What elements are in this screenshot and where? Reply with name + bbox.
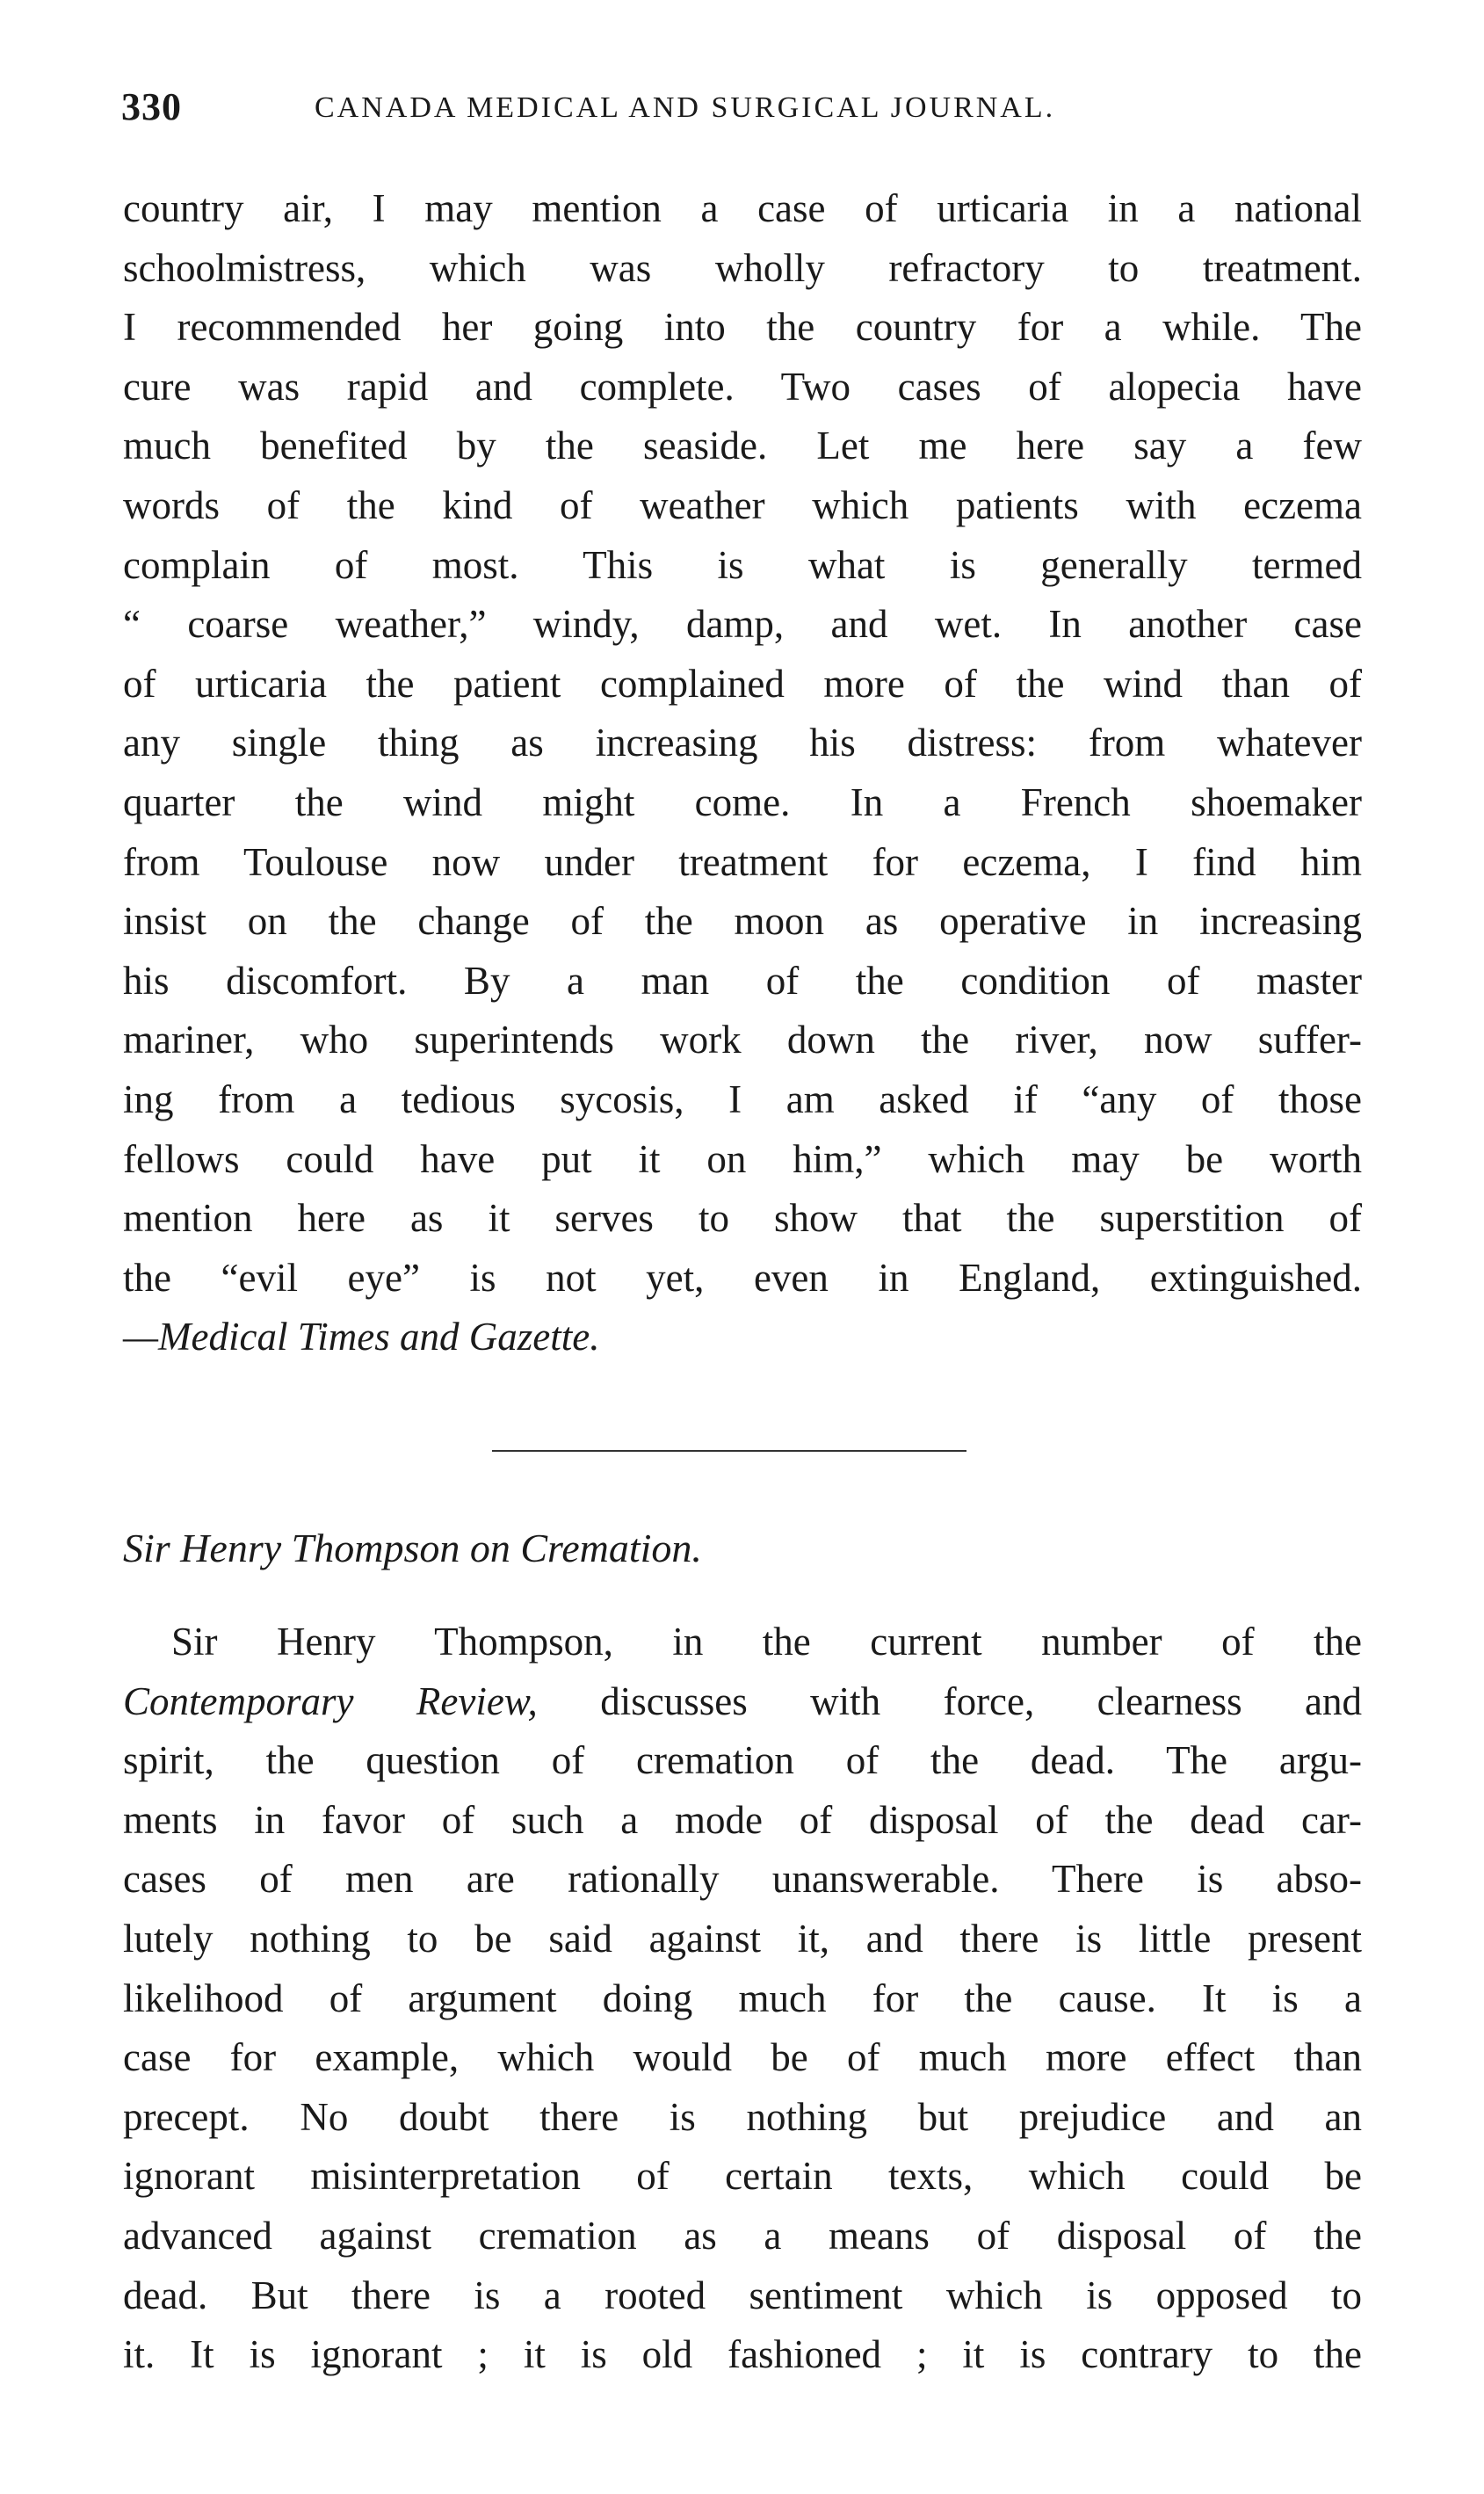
review-title: Contemporary Review, [123,1678,538,1723]
page-number: 330 [121,85,182,128]
text-line: fellows could have put it on him,” which may be worth [123,1136,1362,1181]
text-line: cure was rapid and complete. Two cases of alopecia have [123,364,1362,409]
text-line: country air, I may mention a case of urticaria in a national [123,186,1362,230]
text-line: “ coarse weather,” windy, damp, and wet. In another case [123,602,1362,647]
text-line: much benefited by the seaside. Let me here say a few [123,424,1362,468]
text-line [123,1613,1362,1672]
first-line-rest: discusses with force, clearness and [537,1678,1362,1723]
text-line: quarter the wind might come. In a French shoemaker [123,779,1362,824]
text-line: it. It is ignorant ; it is old fashioned ; it is contrary to the [123,2332,1362,2377]
section-divider [492,1450,966,1452]
text-line: mention here as it serves to show that the superstition of [123,1196,1362,1241]
running-head [121,84,1369,137]
text-line: advanced against cremation as a means of disposal of the [123,2213,1362,2258]
text-line: from Toulouse now under treatment for eczema, I find him [123,839,1362,884]
journal-title: CANADA MEDICAL AND SURGICAL JOURNAL. [315,91,1056,124]
first-line-start: Sir Henry Thompson, in the current number of the [171,1620,1362,1664]
text-line: the “evil eye” is not yet, even in England, extinguished. [123,1255,1362,1300]
text-line: case for example, which would be of much more effect than [123,2035,1362,2080]
text-line: his discomfort. By a man of the condition of master [123,958,1362,1003]
text-line: words of the kind of weather which patients with eczema [123,482,1362,527]
text-line: complain of most. This is what is generally termed [123,542,1362,587]
text-line: I recommended her going into the country for a while. The [123,305,1362,350]
text-line: precept. No doubt there is nothing but prejudice and an [123,2094,1362,2139]
text-line: likelihood of argument doing much for the cause. It is a [123,1976,1362,2020]
text-line: cases of men are rationally unanswerable. There is abso- [123,1857,1362,1902]
text-line: spirit, the question of cremation of the dead. The argu- [123,1738,1362,1783]
text-line: insist on the change of the moon as operative in increasing [123,899,1362,944]
text-line: ments in favor of such a mode of disposal of the dead car- [123,1797,1362,1842]
text-line: ignorant misinterpretation of certain texts, which could be [123,2154,1362,2199]
text-line: ing from a tedious sycosis, I am asked if “any of those [123,1077,1362,1121]
text-line: dead. But there is a rooted sentiment which is opposed to [123,2273,1362,2317]
text-line: of urticaria the patient complained more of the wind than of [123,661,1362,706]
text-line: any single thing as increasing his distress: from whatever [123,721,1362,765]
cremation-article-body [123,1613,1362,2385]
article-continued-body [123,179,1362,1308]
section-heading: Sir Henry Thompson on Cremation. [123,1526,702,1570]
text-line: mariner, who superintends work down the river, now suffer- [123,1018,1362,1062]
text-line: lutely nothing to be said against it, and there is little present [123,1916,1362,1961]
source-citation: —Medical Times and Gazette. [123,1315,600,1359]
text-line [123,1672,1362,1732]
text-line: schoolmistress, which was wholly refractory to treatment. [123,245,1362,290]
